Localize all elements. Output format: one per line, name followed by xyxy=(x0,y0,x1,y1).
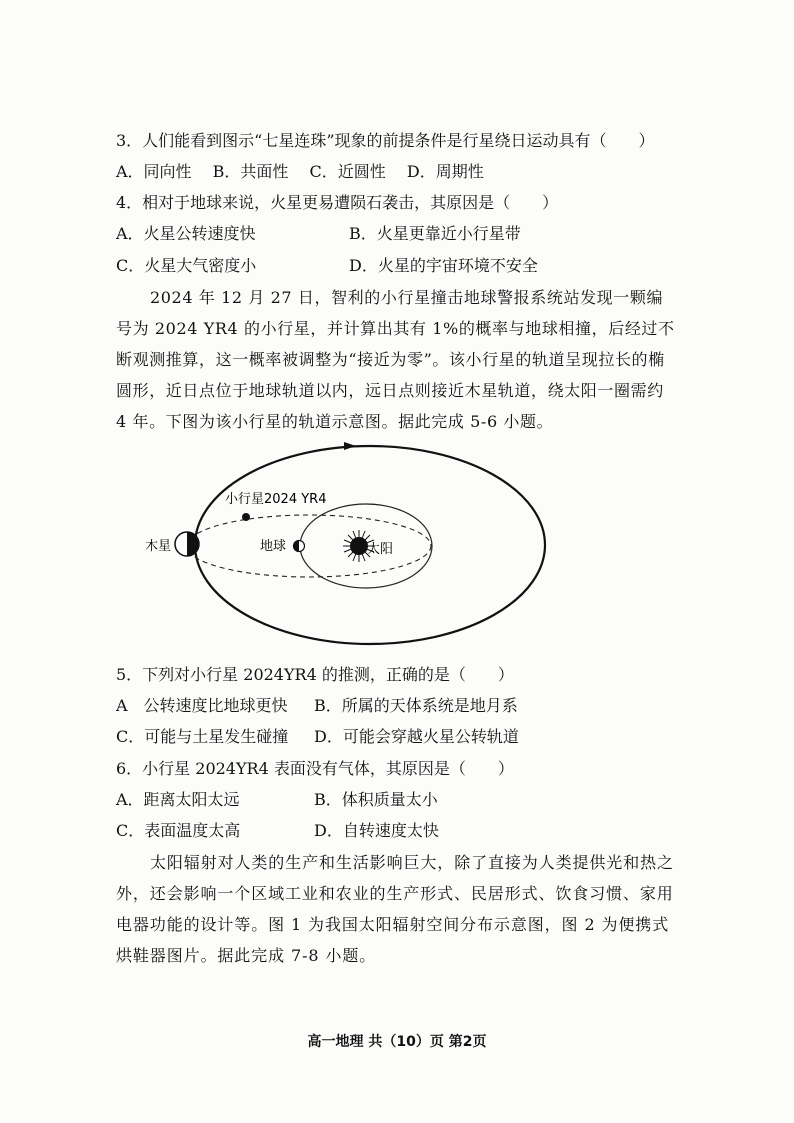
orbit-diagram xyxy=(130,440,560,660)
q3-options xyxy=(116,162,484,182)
q5-option-d: D．可能会穿越火星公转轨道 xyxy=(314,727,519,746)
q4-option-b: B．火星更靠近小行星带 xyxy=(349,224,521,243)
passage-asteroid: 2024 年 12 月 27 日，智利的小行星撞击地球警报系统站发现一颗编号为 2024 YR4 的小行星，并计算出其有 1%的概率与地球相撞，后经过不断观测推算，这一概率被调整为“接近为零”。该小行星的轨道呈现拉长的椭圆形，近日点位于地球轨道以内，远日点则接近木星轨道，绕太阳一圈需约 4 年。下图为该小行星的轨道示意图。据此完成 5-6 小题。 xyxy=(116,288,675,431)
q5-stem: 5．下列对小行星 2024YR4 的推测，正确的是（ ） xyxy=(116,665,514,684)
sun-label: 太阳 xyxy=(367,542,394,557)
asteroid-icon xyxy=(242,513,250,521)
asteroid-label: 小行星2024 YR4 xyxy=(225,492,327,507)
q6-stem: 6．小行星 2024YR4 表面没有气体，其原因是（ ） xyxy=(116,759,514,778)
q5-option-a: A 公转速度比地球更快 xyxy=(116,696,288,715)
earth-label: 地球 xyxy=(260,539,287,554)
q4-stem: 4．相对于地球来说，火星更易遭陨石袭击，其原因是（ ） xyxy=(116,193,559,212)
q3-option-a: A．同向性 xyxy=(116,162,192,181)
q6-option-a: A．距离太阳太远 xyxy=(116,790,240,809)
q3-option-b: B．共面性 xyxy=(212,162,289,181)
q3-stem: 3．人们能看到图示“七星连珠”现象的前提条件是行星绕日运动具有（ ） xyxy=(116,131,655,150)
q4-option-c: C．火星大气密度小 xyxy=(116,256,257,275)
q4-option-d: D．火星的宇宙环境不安全 xyxy=(349,256,538,275)
q6-option-b: B．体积质量太小 xyxy=(314,790,438,809)
q6-option-c: C．表面温度太高 xyxy=(116,821,241,840)
jupiter-shadow xyxy=(187,532,199,556)
orbit-direction-arrow-icon xyxy=(344,442,356,450)
q5-option-b: B．所属的天体系统是地月系 xyxy=(314,696,518,715)
q3-option-c: C．近圆性 xyxy=(309,162,386,181)
page-footer: 高一地理 共（10）页 第2页 xyxy=(307,1034,487,1050)
q6-option-d: D．自转速度太快 xyxy=(314,821,439,840)
q4-option-a: A．火星公转速度快 xyxy=(116,224,256,243)
q5-option-c: C．可能与土星发生碰撞 xyxy=(116,727,289,746)
jupiter-label: 木星 xyxy=(145,539,172,554)
q3-option-d: D．周期性 xyxy=(406,162,484,181)
passage-solar-radiation: 太阳辐射对人类的生产和生活影响巨大，除了直接为人类提供光和热之外，还会影响一个区域工业和农业的生产形式、民居形式、饮食习惯、家用电器功能的设计等。图 1 为我国太阳辐射空间分布示意图，图 2 为便携式烘鞋器图片。据此完成 7-8 小题。 xyxy=(116,853,674,965)
